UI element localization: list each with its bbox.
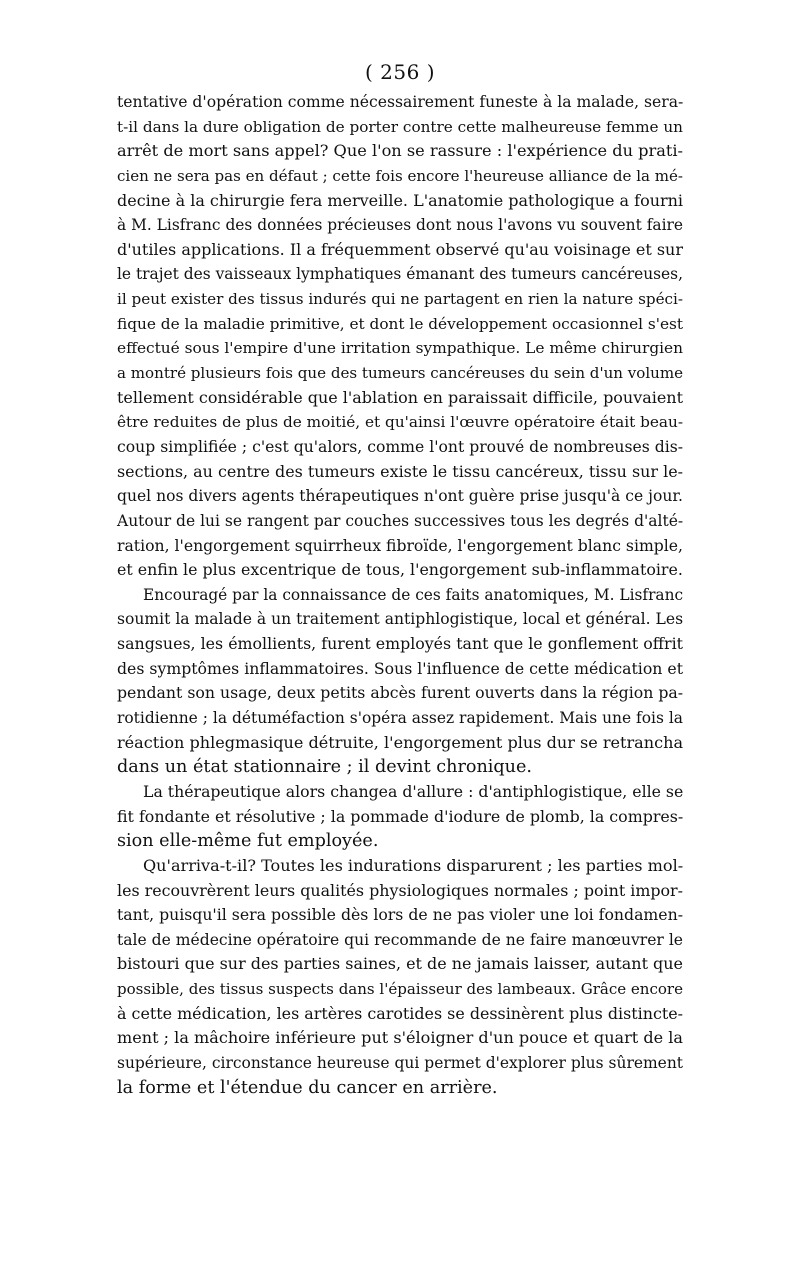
text-line: La thérapeutique alors changea d'allure : d'antiphlogistique, elle se (143, 781, 684, 801)
text-line: tale de médecine opératoire qui recommande de ne faire manœuvrer le (117, 930, 683, 949)
text-line: Autour de lui se rangent par couches successives tous les degrés d'alté- (117, 511, 684, 530)
paragraph-3 (117, 780, 683, 854)
text-line: la forme et l'étendue du cancer en arrière. (117, 1077, 498, 1098)
text-line: coup simplifiée ; c'est qu'alors, comme l'ont prouvé de nombreuses dis- (117, 436, 684, 456)
text-line: decine à la chirurgie fera merveille. L'anatomie pathologique a fourni (117, 190, 684, 210)
text-line: à M. Lisfranc des données précieuses dont nous l'avons vu souvent faire (117, 216, 683, 235)
text-line: tant, puisqu'il sera possible dès lors de ne pas violer une loi fondamen- (117, 905, 683, 925)
text-line: Qu'arriva-t-il? Toutes les indurations disparurent ; les parties mol- (143, 855, 684, 875)
text-line: d'utiles applications. Il a fréquemment observé qu'au voisinage et sur (117, 239, 683, 259)
text-line: pendant son usage, deux petits abcès furent ouverts dans la région pa- (117, 683, 684, 703)
paragraph-1 (117, 90, 683, 583)
text-line: arrêt de mort sans appel? Que l'on se rassure : l'expérience du prati- (117, 141, 683, 161)
text-line: tellement considérable que l'ablation en paraissait difficile, pouvaient (117, 387, 683, 407)
paragraph-2 (117, 583, 683, 780)
paragraph-4 (117, 854, 683, 1100)
text-line: ration, l'engorgement squirrheux fibroïde, l'engorgement blanc simple, (117, 535, 684, 555)
text-line: fit fondante et résolutive ; la pommade d'iodure de plomb, la compres- (117, 806, 684, 826)
text-line: et enfin le plus excentrique de tous, l'engorgement sub-inflammatoire. (117, 560, 683, 580)
text-line: le trajet des vaisseaux lymphatiques émanant des tumeurs cancéreuses, (117, 265, 683, 284)
text-line: sangsues, les émollients, furent employés tant que le gonflement offrit (117, 634, 683, 654)
text-line: soumit la malade à un traitement antiphlogistique, local et général. Les (117, 610, 684, 629)
text-line: ment ; la mâchoire inférieure put s'éloigner d'un pouce et quart de la (117, 1028, 683, 1048)
text-line: être reduites de plus de moitié, et qu'ainsi l'œuvre opératoire était beau- (117, 413, 683, 432)
text-line: effectué sous l'empire d'une irritation sympathique. Le même chirurgien (117, 339, 683, 358)
text-line: t-il dans la dure obligation de porter contre cette malheureuse femme un (117, 117, 683, 136)
body-text (117, 90, 683, 1100)
text-line: quel nos divers agents thérapeutiques n'ont guère prise jusqu'à ce jour. (117, 487, 683, 506)
text-line: des symptômes inflammatoires. Sous l'influence de cette médication et (117, 658, 683, 678)
text-line: il peut exister des tissus indurés qui ne partagent en rien la nature spéci- (117, 290, 683, 309)
text-line: dans un état stationnaire ; il devint chronique. (117, 757, 533, 778)
text-line: cien ne sera pas en défaut ; cette fois encore l'heureuse alliance de la mé- (117, 166, 683, 185)
text-line: sections, au centre des tumeurs existe le tissu cancéreux, tissu sur le- (117, 461, 683, 481)
text-line: a montré plusieurs fois que des tumeurs cancéreuses du sein d'un volume (117, 364, 684, 383)
text-line: rotidienne ; la détuméfaction s'opéra assez rapidement. Mais une fois la (117, 709, 683, 728)
text-line: tentative d'opération comme nécessairement funeste à la malade, sera- (117, 93, 684, 111)
text-line: les recouvrèrent leurs qualités physiologiques normales ; point impor- (117, 880, 683, 900)
text-line: supérieure, circonstance heureuse qui permet d'explorer plus sûrement (117, 1053, 683, 1072)
text-line: à cette médication, les artères carotides se dessinèrent plus distincte- (117, 1003, 683, 1023)
text-line: Encouragé par la connaissance de ces faits anatomiques, M. Lisfranc (143, 585, 684, 604)
text-line: sion elle-même fut employée. (117, 831, 379, 852)
page-number: ( 256 ) (365, 60, 435, 84)
text-line: possible, des tissus suspects dans l'épaisseur des lambeaux. Grâce encore (117, 980, 683, 999)
text-line: bistouri que sur des parties saines, et de ne jamais laisser, autant que (117, 954, 683, 974)
text-line: réaction phlegmasique détruite, l'engorgement plus dur se retrancha (117, 732, 684, 752)
text-line: fique de la maladie primitive, et dont le développement occasionnel s'est (117, 314, 683, 333)
